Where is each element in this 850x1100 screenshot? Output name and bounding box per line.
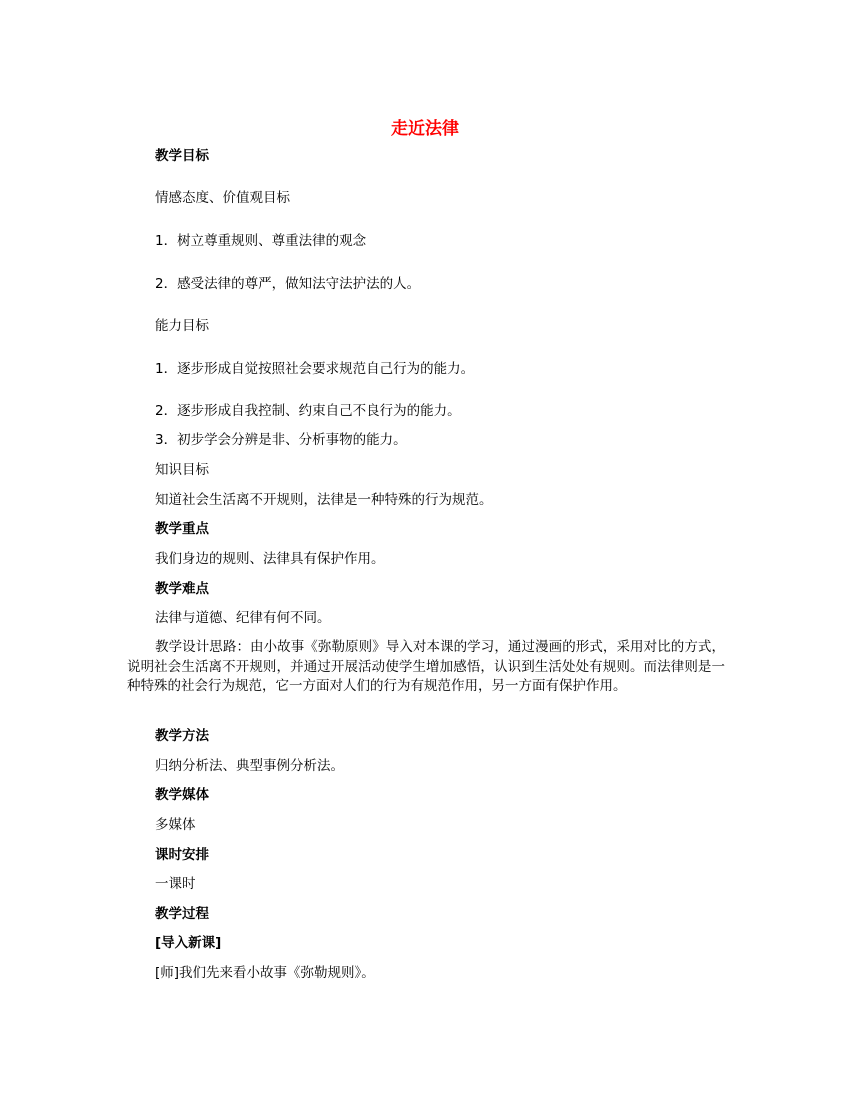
media-heading: 教学媒体 (155, 787, 209, 803)
method-heading: 教学方法 (155, 728, 209, 744)
knowledge-text: 知道社会生活离不开规则，法律是一种特殊的行为规范。 (155, 492, 493, 508)
key-heading: 教学重点 (155, 521, 209, 537)
media-text: 多媒体 (155, 817, 196, 833)
method-text: 归纳分析法、典型事例分析法。 (155, 758, 344, 774)
document-title: 走近法律 (391, 119, 459, 139)
schedule-heading: 课时安排 (155, 847, 209, 863)
knowledge-heading: 知识目标 (155, 462, 209, 478)
ability-item-3: 3．初步学会分辨是非、分析事物的能力。 (155, 432, 407, 448)
process-heading: 教学过程 (155, 906, 209, 922)
attitude-item-2: 2．感受法律的尊严，做知法守法护法的人。 (155, 276, 421, 292)
ability-item-2: 2．逐步形成自我控制、约束自己不良行为的能力。 (155, 403, 461, 419)
ability-heading: 能力目标 (155, 318, 209, 334)
design-paragraph: 教学设计思路：由小故事《弥勒原则》导入对本课的学习，通过漫画的形式，采用对比的方式，说明社会生活离不开规则，并通过开展活动使学生增加感悟，认识到生活处处有规则。而法律则是一种特殊的社会行为规范，它一方面对人们的行为有规范作用，另一方面有保护作用。 (127, 639, 725, 694)
ability-item-1: 1．逐步形成自觉按照社会要求规范自己行为的能力。 (155, 361, 475, 377)
intro-heading: [导入新课] (155, 935, 222, 951)
schedule-text: 一课时 (155, 876, 196, 892)
difficulty-heading: 教学难点 (155, 581, 209, 597)
attitude-heading: 情感态度、价值观目标 (155, 190, 290, 206)
attitude-item-1: 1．树立尊重规则、尊重法律的观念 (155, 233, 367, 249)
goals-heading: 教学目标 (155, 148, 209, 164)
intro-text: [师]我们先来看小故事《弥勒规则》。 (155, 965, 375, 981)
difficulty-text: 法律与道德、纪律有何不同。 (155, 610, 331, 626)
key-text: 我们身边的规则、法律具有保护作用。 (155, 551, 385, 567)
